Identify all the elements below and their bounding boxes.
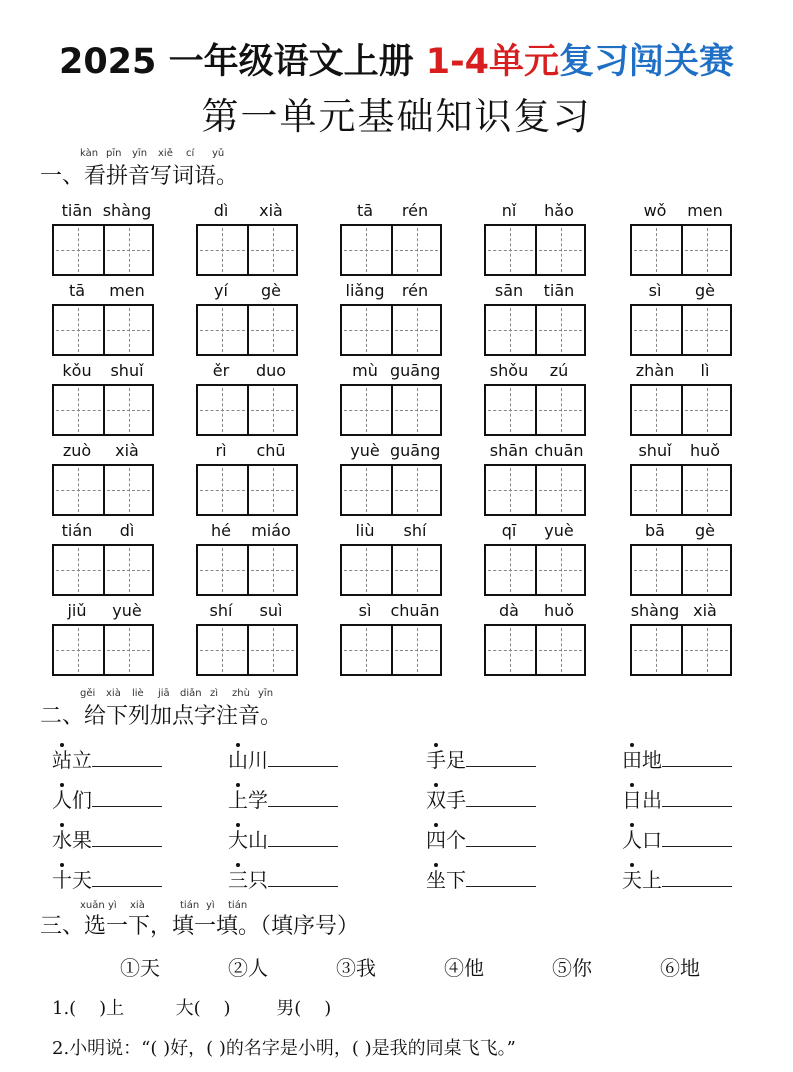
writing-boxes xyxy=(484,224,586,276)
page-title xyxy=(0,40,793,84)
pinyin-syllable: sì xyxy=(648,281,662,300)
tian-zi-ge-box[interactable] xyxy=(54,626,103,674)
tian-zi-ge-box[interactable] xyxy=(342,226,391,274)
answer-blank[interactable] xyxy=(268,788,338,807)
annotate-item xyxy=(228,828,338,852)
writing-boxes xyxy=(340,304,442,356)
dotted-character: 人 xyxy=(622,828,642,852)
writing-boxes xyxy=(196,624,298,676)
tian-zi-ge-box[interactable] xyxy=(342,306,391,354)
pinyin-syllable: xuǎn xyxy=(80,900,105,911)
character: 足 xyxy=(446,748,466,772)
writing-boxes xyxy=(52,224,154,276)
writing-boxes xyxy=(52,624,154,676)
writing-boxes xyxy=(340,464,442,516)
section2-heading: 二、给下列加点字注音。 xyxy=(40,704,283,729)
writing-boxes xyxy=(52,544,154,596)
pinyin-syllable: shàng xyxy=(102,201,152,220)
tian-zi-ge-box[interactable] xyxy=(681,226,730,274)
section1-heading: 一、看拼音写词语。 xyxy=(40,164,239,189)
tian-zi-ge-box[interactable] xyxy=(486,466,535,514)
pinyin-syllable: rén xyxy=(401,201,429,220)
pinyin-syllable: gè xyxy=(695,281,715,300)
tian-zi-ge-box[interactable] xyxy=(632,306,681,354)
dotted-character: 四 xyxy=(426,828,446,852)
answer-blank[interactable] xyxy=(268,868,338,887)
tian-zi-ge-box[interactable] xyxy=(103,386,152,434)
character: 立 xyxy=(72,748,92,772)
pinyin-syllable: diǎn xyxy=(180,688,202,699)
pinyin-syllable: pīn xyxy=(106,148,122,159)
character: 地 xyxy=(642,748,662,772)
pinyin-syllable: yīn xyxy=(132,148,148,159)
pinyin-syllable: tā xyxy=(356,201,374,220)
tian-zi-ge-box[interactable] xyxy=(681,626,730,674)
pinyin-syllable: kàn xyxy=(80,148,99,159)
pinyin-syllable: tián xyxy=(180,900,200,911)
pinyin-syllable: rén xyxy=(401,281,429,300)
pinyin-syllable: tián xyxy=(61,521,93,540)
pinyin-syllable: sān xyxy=(494,281,524,300)
pinyin-syllable: xià xyxy=(130,900,145,911)
annotate-item xyxy=(52,788,162,812)
answer-blank[interactable] xyxy=(662,748,732,767)
annotate-item xyxy=(426,788,536,812)
character: 川 xyxy=(248,748,268,772)
answer-blank[interactable] xyxy=(92,868,162,887)
pinyin-syllable: shān xyxy=(489,441,529,460)
pinyin-syllable: yì xyxy=(206,900,215,911)
pinyin-syllable: suì xyxy=(259,601,283,620)
tian-zi-ge-box[interactable] xyxy=(632,466,681,514)
pinyin-syllable: zhù xyxy=(232,688,250,699)
character: 出 xyxy=(642,788,662,812)
writing-boxes xyxy=(484,464,586,516)
pinyin-syllable: yuè xyxy=(350,441,380,460)
pinyin-syllable: jiǔ xyxy=(67,601,87,620)
title-main: 2025 一年级语文上册 xyxy=(58,42,426,82)
tian-zi-ge-box[interactable] xyxy=(342,466,391,514)
character: 上 xyxy=(642,868,662,892)
pinyin-syllable: dà xyxy=(499,601,519,620)
tian-zi-ge-box[interactable] xyxy=(198,306,247,354)
option-3: ③我 xyxy=(336,956,376,980)
writing-boxes xyxy=(630,544,732,596)
tian-zi-ge-box[interactable] xyxy=(103,546,152,594)
tian-zi-ge-box[interactable] xyxy=(103,226,152,274)
dotted-character: 十 xyxy=(52,868,72,892)
tian-zi-ge-box[interactable] xyxy=(486,226,535,274)
option-1: ①天 xyxy=(120,956,160,980)
pinyin-syllable: cí xyxy=(186,148,195,159)
tian-zi-ge-box[interactable] xyxy=(535,386,584,434)
character: 们 xyxy=(72,788,92,812)
dotted-character: 坐 xyxy=(426,868,446,892)
tian-zi-ge-box[interactable] xyxy=(247,226,296,274)
writing-boxes xyxy=(196,224,298,276)
pinyin-syllable: dì xyxy=(213,201,229,220)
character: 手 xyxy=(446,788,466,812)
character: 学 xyxy=(248,788,268,812)
dotted-character: 手 xyxy=(426,748,446,772)
writing-boxes xyxy=(196,384,298,436)
pinyin-syllable: guāng xyxy=(390,441,441,460)
tian-zi-ge-box[interactable] xyxy=(535,546,584,594)
fill-line-1[interactable]: 1.( )上 大( ) 男( ) xyxy=(52,998,332,1019)
writing-boxes xyxy=(196,544,298,596)
pinyin-syllable: yīn xyxy=(258,688,274,699)
tian-zi-ge-box[interactable] xyxy=(535,306,584,354)
tian-zi-ge-box[interactable] xyxy=(247,306,296,354)
pinyin-syllable: gè xyxy=(695,521,715,540)
option-5: ⑤你 xyxy=(552,956,592,980)
writing-boxes xyxy=(340,224,442,276)
writing-boxes xyxy=(484,384,586,436)
dotted-character: 站 xyxy=(52,748,72,772)
pinyin-syllable: xià xyxy=(115,441,139,460)
pinyin-syllable: shuǐ xyxy=(110,361,144,380)
pinyin-syllable: gěi xyxy=(80,688,96,699)
option-2: ②人 xyxy=(228,956,268,980)
pinyin-syllable: zú xyxy=(549,361,569,380)
tian-zi-ge-box[interactable] xyxy=(198,226,247,274)
answer-blank[interactable] xyxy=(662,828,732,847)
pinyin-syllable: sì xyxy=(358,601,372,620)
pinyin-syllable: xiě xyxy=(158,148,173,159)
dotted-character: 双 xyxy=(426,788,446,812)
writing-boxes xyxy=(196,304,298,356)
pinyin-syllable: zuò xyxy=(62,441,92,460)
option-4: ④他 xyxy=(444,956,484,980)
tian-zi-ge-box[interactable] xyxy=(103,466,152,514)
tian-zi-ge-box[interactable] xyxy=(198,626,247,674)
pinyin-syllable: chū xyxy=(256,441,286,460)
tian-zi-ge-box[interactable] xyxy=(247,386,296,434)
writing-boxes xyxy=(630,224,732,276)
pinyin-syllable: xià xyxy=(259,201,283,220)
annotate-item xyxy=(622,748,732,772)
pinyin-syllable: huǒ xyxy=(689,441,721,460)
writing-boxes xyxy=(484,624,586,676)
character: 个 xyxy=(446,828,466,852)
tian-zi-ge-box[interactable] xyxy=(681,386,730,434)
tian-zi-ge-box[interactable] xyxy=(535,466,584,514)
tian-zi-ge-box[interactable] xyxy=(681,306,730,354)
writing-boxes xyxy=(484,304,586,356)
tian-zi-ge-box[interactable] xyxy=(486,386,535,434)
writing-boxes xyxy=(52,384,154,436)
pinyin-syllable: zhàn xyxy=(635,361,675,380)
tian-zi-ge-box[interactable] xyxy=(198,386,247,434)
tian-zi-ge-box[interactable] xyxy=(198,466,247,514)
pinyin-syllable: duo xyxy=(255,361,287,380)
writing-boxes xyxy=(630,464,732,516)
pinyin-syllable: wǒ xyxy=(643,201,667,220)
tian-zi-ge-box[interactable] xyxy=(342,626,391,674)
tian-zi-ge-box[interactable] xyxy=(681,466,730,514)
tian-zi-ge-box[interactable] xyxy=(54,386,103,434)
tian-zi-ge-box[interactable] xyxy=(247,626,296,674)
writing-boxes xyxy=(630,624,732,676)
answer-blank[interactable] xyxy=(268,828,338,847)
option-6: ⑥地 xyxy=(660,956,700,980)
answer-blank[interactable] xyxy=(662,868,732,887)
answer-blank[interactable] xyxy=(466,748,536,767)
annotate-item xyxy=(622,788,732,812)
character: 下 xyxy=(446,868,466,892)
pinyin-syllable: huǒ xyxy=(543,601,575,620)
pinyin-syllable: shuǐ xyxy=(638,441,672,460)
tian-zi-ge-box[interactable] xyxy=(391,306,440,354)
tian-zi-ge-box[interactable] xyxy=(391,466,440,514)
fill-line-2[interactable]: 2.小明说：“( )好，( )的名字是小明，( )是我的同桌飞飞。” xyxy=(52,1038,516,1059)
tian-zi-ge-box[interactable] xyxy=(486,306,535,354)
tian-zi-ge-box[interactable] xyxy=(342,546,391,594)
answer-blank[interactable] xyxy=(92,748,162,767)
character: 口 xyxy=(642,828,662,852)
writing-boxes xyxy=(52,464,154,516)
pinyin-syllable: hé xyxy=(211,521,231,540)
dotted-character: 天 xyxy=(622,868,642,892)
pinyin-syllable: qī xyxy=(501,521,517,540)
pinyin-syllable: chuān xyxy=(534,441,584,460)
writing-boxes xyxy=(340,624,442,676)
pinyin-syllable: kǒu xyxy=(62,361,92,380)
pinyin-syllable: ěr xyxy=(212,361,230,380)
annotate-item xyxy=(228,788,338,812)
pinyin-syllable: yuè xyxy=(112,601,142,620)
writing-boxes xyxy=(630,304,732,356)
pinyin-syllable: tiān xyxy=(61,201,93,220)
tian-zi-ge-box[interactable] xyxy=(486,626,535,674)
pinyin-syllable: xià xyxy=(693,601,717,620)
annotate-item xyxy=(622,868,732,892)
pinyin-syllable: liù xyxy=(355,521,375,540)
writing-boxes xyxy=(340,544,442,596)
dotted-character: 山 xyxy=(228,748,248,772)
pinyin-syllable: lì xyxy=(700,361,710,380)
tian-zi-ge-box[interactable] xyxy=(198,546,247,594)
pinyin-syllable: jiā xyxy=(158,688,170,699)
dotted-character: 三 xyxy=(228,868,248,892)
tian-zi-ge-box[interactable] xyxy=(342,386,391,434)
pinyin-syllable: xià xyxy=(106,688,121,699)
writing-boxes xyxy=(630,384,732,436)
pinyin-syllable: bā xyxy=(645,521,665,540)
tian-zi-ge-box[interactable] xyxy=(391,546,440,594)
pinyin-syllable: chuān xyxy=(390,601,440,620)
pinyin-syllable: shí xyxy=(209,601,233,620)
pinyin-syllable: rì xyxy=(215,441,227,460)
tian-zi-ge-box[interactable] xyxy=(632,386,681,434)
tian-zi-ge-box[interactable] xyxy=(391,386,440,434)
dotted-character: 田 xyxy=(622,748,642,772)
tian-zi-ge-box[interactable] xyxy=(391,626,440,674)
dotted-character: 水 xyxy=(52,828,72,852)
pinyin-syllable: liǎng xyxy=(345,281,385,300)
pinyin-syllable: shí xyxy=(403,521,427,540)
tian-zi-ge-box[interactable] xyxy=(681,546,730,594)
pinyin-syllable: shǒu xyxy=(489,361,529,380)
character: 天 xyxy=(72,868,92,892)
tian-zi-ge-box[interactable] xyxy=(535,226,584,274)
annotate-item xyxy=(228,748,338,772)
character: 山 xyxy=(248,828,268,852)
dotted-character: 上 xyxy=(228,788,248,812)
annotate-item xyxy=(622,828,732,852)
title-review: 复习闯关赛 xyxy=(559,42,735,82)
annotate-item xyxy=(52,828,162,852)
answer-blank[interactable] xyxy=(466,828,536,847)
tian-zi-ge-box[interactable] xyxy=(103,626,152,674)
tian-zi-ge-box[interactable] xyxy=(54,306,103,354)
pinyin-syllable: tiān xyxy=(543,281,575,300)
title-units: 1-4单元 xyxy=(425,42,559,82)
annotate-item xyxy=(52,868,162,892)
tian-zi-ge-box[interactable] xyxy=(247,546,296,594)
pinyin-syllable: mù xyxy=(352,361,378,380)
pinyin-syllable: nǐ xyxy=(501,201,517,220)
tian-zi-ge-box[interactable] xyxy=(391,226,440,274)
annotate-item xyxy=(426,828,536,852)
tian-zi-ge-box[interactable] xyxy=(54,466,103,514)
tian-zi-ge-box[interactable] xyxy=(54,226,103,274)
pinyin-syllable: guāng xyxy=(390,361,441,380)
pinyin-syllable: miáo xyxy=(251,521,291,540)
annotate-item xyxy=(426,868,536,892)
pinyin-syllable: dì xyxy=(119,521,135,540)
dotted-character: 日 xyxy=(622,788,642,812)
page-subtitle: 第一单元基础知识复习 xyxy=(201,95,592,138)
annotate-item xyxy=(426,748,536,772)
answer-blank[interactable] xyxy=(662,788,732,807)
pinyin-syllable: men xyxy=(687,201,723,220)
character: 只 xyxy=(248,868,268,892)
pinyin-syllable: zì xyxy=(210,688,219,699)
tian-zi-ge-box[interactable] xyxy=(632,226,681,274)
answer-blank[interactable] xyxy=(92,788,162,807)
pinyin-syllable: yì xyxy=(108,900,117,911)
writing-boxes xyxy=(340,384,442,436)
answer-blank[interactable] xyxy=(466,788,536,807)
writing-boxes xyxy=(196,464,298,516)
writing-boxes xyxy=(484,544,586,596)
answer-blank[interactable] xyxy=(466,868,536,887)
annotate-item xyxy=(52,748,162,772)
character: 果 xyxy=(72,828,92,852)
tian-zi-ge-box[interactable] xyxy=(632,546,681,594)
pinyin-syllable: tā xyxy=(68,281,86,300)
pinyin-syllable: hǎo xyxy=(544,201,574,220)
tian-zi-ge-box[interactable] xyxy=(535,626,584,674)
pinyin-syllable: liè xyxy=(132,688,144,699)
dotted-character: 人 xyxy=(52,788,72,812)
section3-heading: 三、选一下，填一填。（填序号） xyxy=(40,914,360,939)
pinyin-syllable: yǔ xyxy=(212,148,225,159)
annotate-item xyxy=(228,868,338,892)
pinyin-syllable: gè xyxy=(261,281,281,300)
answer-blank[interactable] xyxy=(92,828,162,847)
pinyin-syllable: tián xyxy=(228,900,248,911)
writing-boxes xyxy=(52,304,154,356)
pinyin-syllable: men xyxy=(109,281,145,300)
pinyin-syllable: yuè xyxy=(544,521,574,540)
pinyin-syllable: shàng xyxy=(630,601,680,620)
tian-zi-ge-box[interactable] xyxy=(103,306,152,354)
pinyin-syllable: yí xyxy=(214,281,228,300)
answer-blank[interactable] xyxy=(268,748,338,767)
tian-zi-ge-box[interactable] xyxy=(54,546,103,594)
tian-zi-ge-box[interactable] xyxy=(247,466,296,514)
dotted-character: 大 xyxy=(228,828,248,852)
tian-zi-ge-box[interactable] xyxy=(632,626,681,674)
tian-zi-ge-box[interactable] xyxy=(486,546,535,594)
